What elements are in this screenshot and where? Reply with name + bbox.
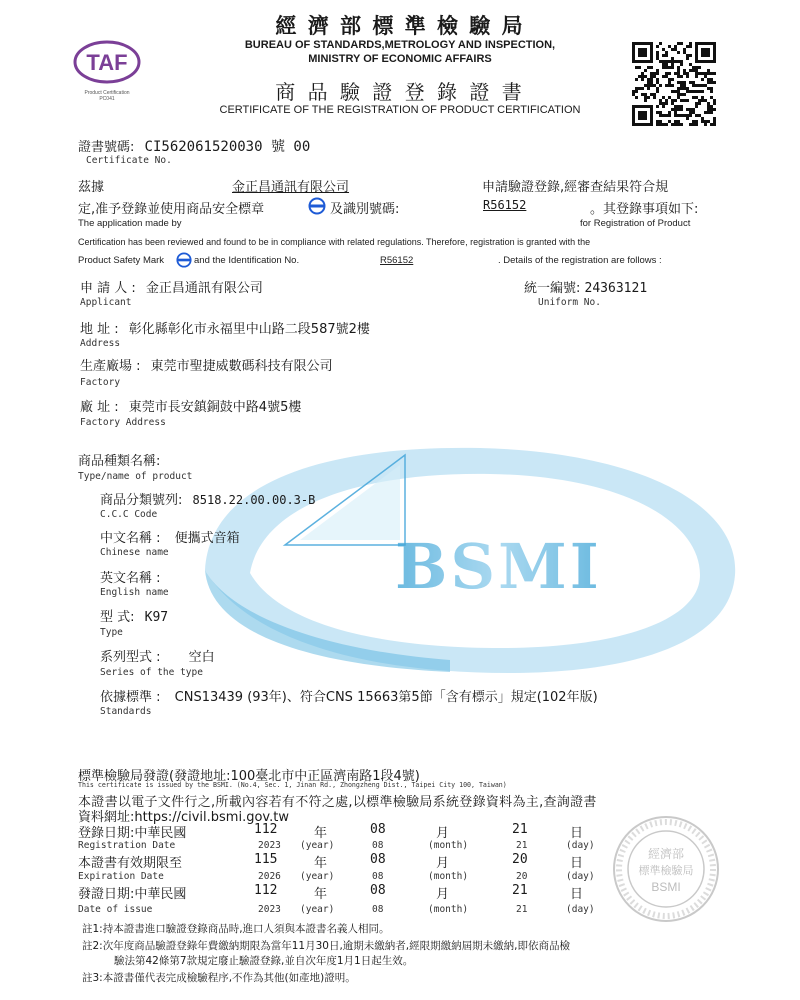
- footnote-2b: 驗法第42條第7款規定廢止驗證登錄,並自次年度1月1日起生效。: [114, 955, 414, 967]
- english-name-label: 英文名稱 :: [100, 571, 161, 586]
- ccc-code-label: 商品分類號列:: [100, 493, 183, 508]
- ccc-code-label-en: C.C.C Code: [100, 509, 158, 520]
- reg-ad-year: 2023: [258, 840, 281, 851]
- product-safety-mark-icon: [308, 197, 326, 215]
- valid-day: 20: [512, 852, 528, 867]
- issue-date-label: 發證日期:中華民國: [78, 887, 187, 902]
- issue-day-zh: 日: [570, 887, 584, 902]
- cert-no-label-en: Certificate No.: [86, 155, 172, 166]
- ccc-code-value: 8518.22.00.00.3-B: [192, 493, 316, 507]
- cert-no-label: 證書號碼:: [78, 140, 135, 155]
- issue-date-label-en: Date of issue: [78, 904, 153, 915]
- reg-day-en-value: 21: [516, 840, 528, 851]
- valid-ad-year: 2026: [258, 871, 281, 882]
- address-value: 彰化縣彰化市永福里中山路二段587號2樓: [128, 322, 370, 337]
- valid-year-en: (year): [300, 871, 335, 882]
- valid-day-zh: 日: [570, 856, 584, 871]
- svg-text:TAF: TAF: [86, 50, 128, 75]
- applicant-label: 申 請 人 :: [80, 281, 136, 296]
- statement-en-1a: The application made by: [78, 218, 182, 229]
- standards-label: 依據標準 :: [100, 690, 161, 705]
- valid-roc-year: 115: [254, 852, 278, 867]
- reg-day: 21: [512, 822, 528, 837]
- footnote-2a: 註2:次年度商品驗證登錄年費繳納期限為當年11月30日,逾期未繳納者,經限期繳納屆期未繳納,即依商品檢: [82, 940, 570, 952]
- reg-month: 08: [370, 822, 386, 837]
- qr-code-icon: [632, 42, 716, 126]
- applicant-value: 金正昌通訊有限公司: [145, 281, 263, 296]
- valid-month-en-value: 08: [372, 871, 384, 882]
- statement-en-3b: and the Identification No.: [194, 255, 300, 266]
- statement-zh-2c: 。其登錄事項如下:: [590, 202, 699, 217]
- taf-sub-1: Product Certification: [84, 90, 130, 96]
- statement-zh-1a: 茲據: [78, 180, 105, 195]
- issue-month-en-value: 08: [372, 904, 384, 915]
- reg-day-zh: 日: [570, 826, 584, 841]
- issue-day: 21: [512, 883, 528, 898]
- series-label-en: Series of the type: [100, 667, 203, 678]
- product-safety-mark-en-icon: [176, 252, 192, 268]
- issuer-note-2: 資料網址:https://civil.bsmi.gov.tw: [78, 810, 289, 825]
- address-label: 地 址 :: [80, 322, 119, 337]
- issue-year-zh: 年: [314, 887, 328, 902]
- standards-value: CNS13439 (93年)、符合CNS 15663第5節「含有標示」規定(102年版): [174, 690, 598, 705]
- svg-text:標準檢驗局: 標準檢驗局: [638, 864, 694, 877]
- taf-sub-2: PC041: [99, 96, 115, 102]
- applicant-label-en: Applicant: [80, 297, 132, 308]
- issue-month-en: (month): [428, 904, 469, 915]
- bsmi-stamp-icon: [596, 814, 736, 924]
- reg-month-zh: 月: [436, 826, 450, 841]
- svg-text:BSMI: BSMI: [651, 880, 681, 894]
- statement-en-3a: Product Safety Mark: [78, 255, 165, 266]
- factory-value: 東莞市聖捷威數碼科技有限公司: [150, 359, 333, 374]
- issuer-line-en: This certificate is issued by the BSMI. (No.4, Sec. 1, Jinan Rd., Zhongzheng Dist., Taipei City 100, Taiwan): [78, 781, 507, 789]
- reg-day-en: (day): [566, 840, 595, 851]
- reg-date-label-en: Registration Date: [78, 840, 176, 851]
- factory-label-en: Factory: [80, 377, 121, 388]
- issue-year-en: (year): [300, 904, 335, 915]
- statement-zh-2a: 定,准予登錄並使用商品安全標章: [78, 202, 265, 217]
- bsmi-watermark-text: BSMI: [395, 530, 602, 603]
- svg-text:經濟部: 經濟部: [647, 847, 685, 861]
- factory-address-label: 廠 址 :: [80, 400, 119, 415]
- issue-month-zh: 月: [436, 887, 450, 902]
- bureau-title-zh: 經 濟 部 標 準 檢 驗 局: [275, 14, 525, 38]
- valid-month-zh: 月: [436, 856, 450, 871]
- issue-day-en-value: 21: [516, 904, 528, 915]
- reg-roc-year: 112: [254, 822, 278, 837]
- footnote-1: 註1:持本證書進口驗證登錄商品時,進口人須與本證書名義人相同。: [82, 923, 390, 935]
- uniform-no-label: 統一編號:: [524, 281, 581, 296]
- standards-label-en: Standards: [100, 706, 152, 717]
- bureau-title-en-1: BUREAU OF STANDARDS,METROLOGY AND INSPECTION,: [244, 39, 556, 51]
- chinese-name-label: 中文名稱 :: [100, 531, 161, 546]
- certificate-title-en: CERTIFICATE OF THE REGISTRATION OF PRODUCT CERTIFICATION: [219, 104, 581, 116]
- factory-address-value: 東莞市長安鎮銅鼓中路4號5樓: [128, 400, 302, 415]
- reg-year-en: (year): [300, 840, 335, 851]
- reg-date-label: 登錄日期:中華民國: [78, 826, 187, 841]
- valid-year-zh: 年: [314, 856, 328, 871]
- bureau-title-en-2: MINISTRY OF ECONOMIC AFFAIRS: [308, 53, 492, 65]
- factory-address-label-en: Factory Address: [80, 417, 166, 428]
- statement-zh-2b: 及識別號碼:: [330, 202, 400, 217]
- series-value: 空白: [188, 650, 215, 665]
- issue-month: 08: [370, 883, 386, 898]
- type-model-value: K97: [144, 610, 169, 625]
- statement-zh-1b: 申請驗證登錄,經審查結果符合規: [482, 180, 669, 195]
- issue-day-en: (day): [566, 904, 595, 915]
- issue-roc-year: 112: [254, 883, 278, 898]
- type-model-label-en: Type: [100, 627, 123, 638]
- statement-en-2: Certification has been reviewed and found to be in compliance with related regulations. Therefore, registration is granted with the: [78, 237, 591, 247]
- footnote-3: 註3:本證書僅代表完成檢驗程序,不作為其他(如產地)證明。: [82, 972, 356, 984]
- factory-label: 生產廠場 :: [80, 359, 141, 374]
- issuer-line-zh: 標準檢驗局發證(發證地址:100臺北市中正區濟南路1段4號): [78, 769, 420, 784]
- product-type-label: 商品種類名稱:: [78, 454, 161, 469]
- certificate-title-zh: 商 品 驗 證 登 錄 證 書: [275, 80, 525, 104]
- uniform-no-label-en: Uniform No.: [538, 297, 601, 308]
- valid-month: 08: [370, 852, 386, 867]
- valid-date-label-en: Expiration Date: [78, 871, 164, 882]
- issuer-note-1: 本證書以電子文件行之,所載內容若有不符之處,以標準檢驗局系統登錄資料為主,查詢證書: [78, 795, 597, 810]
- product-type-label-en: Type/name of product: [78, 471, 193, 482]
- reg-year-zh: 年: [314, 826, 328, 841]
- chinese-name-label-en: Chinese name: [100, 547, 169, 558]
- statement-en-1b: for Registration of Product: [580, 218, 691, 229]
- type-model-label: 型 式:: [100, 610, 135, 625]
- valid-date-label: 本證書有效期限至: [78, 856, 183, 871]
- cert-no-value: CI562061520030 號 00: [144, 139, 311, 155]
- valid-day-en-value: 20: [516, 871, 528, 882]
- reg-month-en-value: 08: [372, 840, 384, 851]
- reg-month-en: (month): [428, 840, 469, 851]
- valid-month-en: (month): [428, 871, 469, 882]
- statement-en-id-no: R56152: [380, 255, 414, 266]
- uniform-no-value: 24363121: [584, 281, 648, 296]
- issue-ad-year: 2023: [258, 904, 281, 915]
- statement-company: 金正昌通訊有限公司: [232, 180, 350, 195]
- english-name-label-en: English name: [100, 587, 169, 598]
- address-label-en: Address: [80, 338, 121, 349]
- series-label: 系列型式 :: [100, 650, 161, 665]
- chinese-name-value: 便攜式音箱: [174, 531, 240, 546]
- statement-en-3c: . Details of the registration are follows :: [498, 255, 662, 266]
- valid-day-en: (day): [566, 871, 595, 882]
- statement-id-no: R56152: [483, 198, 527, 212]
